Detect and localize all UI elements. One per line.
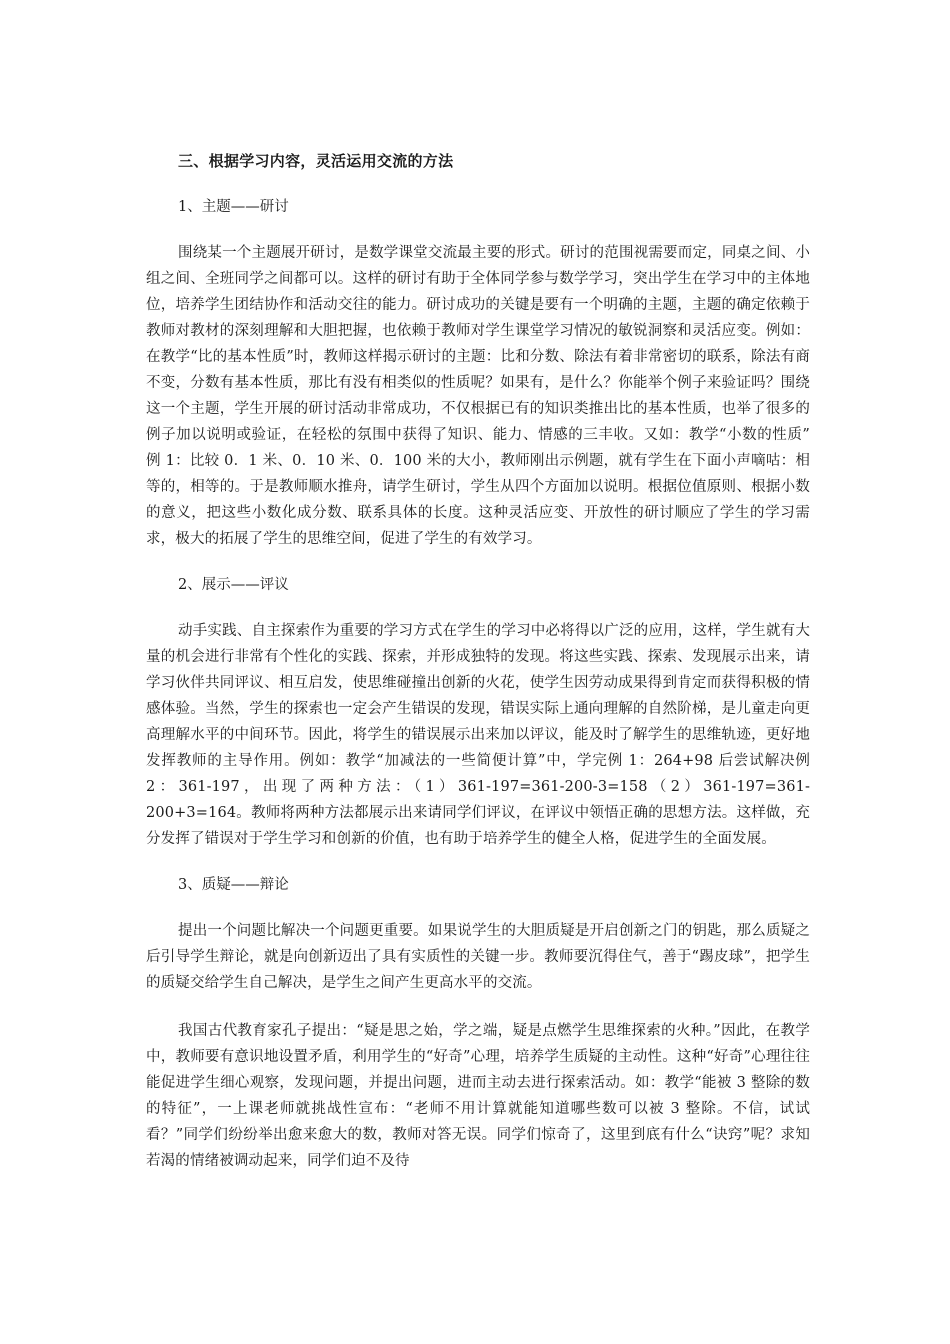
paragraph-showcase: 动手实践、自主探索作为重要的学习方式在学生的学习中必将得以广泛的应用，这样，学生就有大量的机会进行非常有个性化的实践、探索，并形成独特的发现。将这些实践、探索、发现展示出来，请学习伙伴共同评议、相互启发，使思维碰撞出创新的火花，使学生因劳动成果得到肯定而获得积极的情感体验。当然，学生的探索也一定会产生错误的发现，错误实际上通向理解的自然阶梯，是儿童走向更高理解水平的中间环节。因此，将学生的错误展示出来加以评议，能及时了解学生的思维轨迹，更好地发挥教师的主导作用。例如：教学“加减法的一些简便计算”中，学完例 1：264+98 后尝试解决例 2：361-197，出现了两种方法：（1）361-197=361-200-3=158（2）361-197=361-200+3=164。教师将两种方法都展示出来请同学们评议，在评议中领悟正确的思想方法。这样做，充分发挥了错误对于学生学习和创新的价值，也有助于培养学生的健全人格，促进学生的全面发展。 [146,623,810,847]
section-heading: 三、根据学习内容，灵活运用交流的方法 [178,152,454,170]
paragraph-debate-2: 我国古代教育家孔子提出：“疑是思之始，学之端，疑是点燃学生思维探索的火种。”因此，在教学中，教师要有意识地设置矛盾，利用学生的“好奇”心理，培养学生质疑的主动性。这种“好奇”心理往往能促进学生细心观察，发现问题，并提出问题，进而主动去进行探索活动。如：教学“能被 3 整除的数的特征”，一上课老师就挑战性宣布：“老师不用计算就能知道哪些数可以被 3 整除。不信，试试看？”同学们纷纷举出愈来愈大的数，教师对答无误。同学们惊奇了，这里到底有什么“诀窍”呢？求知若渴的情绪被调动起来，同学们迫不及待 [146,1023,810,1169]
subsection-title-debate: 3、质疑——辩论 [178,877,289,893]
paragraph-debate-1: 提出一个问题比解决一个问题更重要。如果说学生的大胆质疑是开启创新之门的钥匙，那么质疑之后引导学生辩论，就是向创新迈出了具有实质性的关键一步。教师要沉得住气，善于“踢皮球”，把学生的质疑交给学生自己解决，是学生之间产生更高水平的交流。 [146,923,810,991]
subsection-title-showcase: 2、展示——评议 [178,577,289,593]
paragraph-discussion: 围绕某一个主题展开研讨，是数学课堂交流最主要的形式。研讨的范围视需要而定，同桌之间、小组之间、全班同学之间都可以。这样的研讨有助于全体同学参与数学学习，突出学生在学习中的主体地位，培养学生团结协作和活动交往的能力。研讨成功的关键是要有一个明确的主题，主题的确定依赖于教师对教材的深刻理解和大胆把握，也依赖于教师对学生课堂学习情况的敏锐洞察和灵活应变。例如：在教学“比的基本性质”时，教师这样揭示研讨的主题：比和分数、除法有着非常密切的联系，除法有商不变，分数有基本性质，那比有没有相类似的性质呢？如果有，是什么？你能举个例子来验证吗？围绕这一个主题，学生开展的研讨活动非常成功，不仅根据已有的知识类推出比的基本性质，也举了很多的例子加以说明或验证，在轻松的氛围中获得了知识、能力、情感的三丰收。又如：教学“小数的性质” 例 1：比较 0．1 米、0．10 米、0．100 米的大小，教师刚出示例题，就有学生在下面小声嘀咕：相等的，相等的。于是教师顺水推舟，请学生研讨，学生从四个方面加以说明。根据位值原则、根据小数的意义，把这些小数化成分数、联系具体的长度。这种灵活应变、开放性的研讨顺应了学生的学习需求，极大的拓展了学生的思维空间，促进了学生的有效学习。 [146,245,810,547]
subsection-title-discussion: 1、主题——研讨 [178,199,289,215]
document-body [146,148,810,1194]
